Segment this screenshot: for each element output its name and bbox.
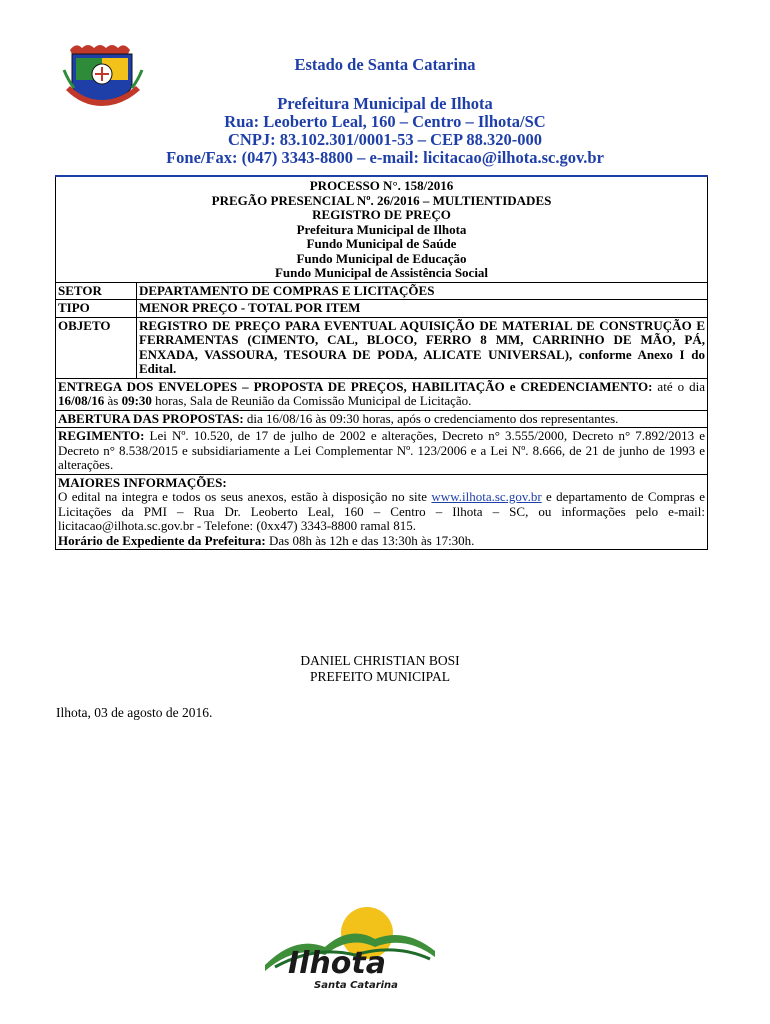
abertura-text: dia 16/08/16 às 09:30 horas, após o credenciamento dos representantes. <box>243 410 619 426</box>
info-text-post: e departamento de Compras e Licitações da PMI – Rua Dr. Leoberto Leal, 160 – Centro – Ilhota – SC, ou informações pelo e-mail: licitacao@ilhota.sc.gov.br - Telefone: (0xx47) 3343-8800 ramal 815. <box>58 489 706 533</box>
hours-text: Das 08h às 12h e das 13:30h às 17:30h. <box>265 532 475 548</box>
tipo-label: TIPO <box>56 300 137 318</box>
regimento-text: Lei Nº. 10.520, de 17 de julho de 2002 e alterações, Decreto n° 3.555/2000, Decreto n° 7.892/2013 e Decreto n° 8.538/2015 e subsidiariamente a Lei Complementar Nº. 123/2006 e a Lei Nº. 8.666, de 21 de junho de 1993 e alterações. <box>58 428 705 472</box>
entrega-section <box>56 378 708 410</box>
tipo-value: MENOR PREÇO - TOTAL POR ITEM <box>137 300 708 318</box>
process-line: Fundo Municipal de Educação <box>296 250 467 266</box>
process-header <box>56 176 708 282</box>
process-line: REGISTRO DE PREÇO <box>312 207 451 222</box>
entrega-time: 09:30 <box>121 393 152 408</box>
tipo-row <box>56 300 708 318</box>
signature-block <box>180 653 580 685</box>
hours-label: Horário de Expediente da Prefeitura: <box>58 532 266 548</box>
process-line: Prefeitura Municipal de Ilhota <box>296 221 467 237</box>
cnpj-line: CNPJ: 83.102.301/0001-53 – CEP 88.320-000 <box>228 130 542 149</box>
objeto-label: OBJETO <box>56 317 137 378</box>
setor-row <box>56 282 708 300</box>
abertura-label: ABERTURA DAS PROPOSTAS: <box>58 410 244 426</box>
setor-value: DEPARTAMENTO DE COMPRAS E LICITAÇÕES <box>137 282 708 300</box>
process-line: PREGÃO PRESENCIAL Nº. 26/2016 – MULTIENTIDADES <box>211 192 552 208</box>
prefeitura-title: Prefeitura Municipal de Ilhota <box>277 94 493 113</box>
logo-subtitle: Santa Catarina <box>314 980 398 991</box>
organization-header <box>60 95 710 167</box>
signature-name: DANIEL CHRISTIAN BOSI <box>300 653 460 668</box>
contact-line: Fone/Fax: (047) 3343-8800 – e-mail: licitacao@ilhota.sc.gov.br <box>166 148 604 167</box>
objeto-value: REGISTRO DE PREÇO PARA EVENTUAL AQUISIÇÃO DE MATERIAL DE CONSTRUÇÃO E FERRAMENTAS (CIMENTO, CAL, BLOCO, FERRO 8 MM, CARRINHO DE MÃO, PÁ, ENXADA, VASSOURA, TESOURA DE PODA, ALICATE UNIVERSAL), conforme Anexo I do Edital. <box>137 317 708 378</box>
notice-table <box>55 175 708 550</box>
objeto-row <box>56 317 708 378</box>
process-line: Fundo Municipal de Assistência Social <box>274 265 489 280</box>
info-label: MAIORES INFORMAÇÕES: <box>58 474 227 490</box>
signature-role: PREFEITO MUNICIPAL <box>310 669 450 684</box>
process-line: Fundo Municipal de Saúde <box>306 236 457 251</box>
info-section <box>56 474 708 550</box>
state-title: Estado de Santa Catarina <box>294 55 476 74</box>
regimento-section <box>56 428 708 475</box>
entrega-pre: até o dia <box>652 378 705 394</box>
setor-label: SETOR <box>56 282 137 300</box>
process-line: PROCESSO N°. 158/2016 <box>309 178 454 193</box>
site-link[interactable]: www.ilhota.sc.gov.br <box>431 489 542 504</box>
info-text-pre: O edital na integra e todos os seus anexos, estão à disposição no site <box>58 489 432 504</box>
abertura-section <box>56 410 708 428</box>
regimento-label: REGIMENTO: <box>58 428 145 443</box>
logo-wordmark: Ilhota <box>288 946 386 981</box>
date-line: Ilhota, 03 de agosto de 2016. <box>56 705 213 720</box>
entrega-mid: às <box>104 393 122 408</box>
entrega-post: horas, Sala de Reunião da Comissão Municipal de Licitação. <box>151 393 472 408</box>
entrega-label: ENTREGA DOS ENVELOPES – PROPOSTA DE PREÇOS, HABILITAÇÃO e CREDENCIAMENTO: <box>58 378 653 394</box>
entrega-date: 16/08/16 <box>58 393 105 408</box>
address-line: Rua: Leoberto Leal, 160 – Centro – Ilhota/SC <box>224 112 546 131</box>
